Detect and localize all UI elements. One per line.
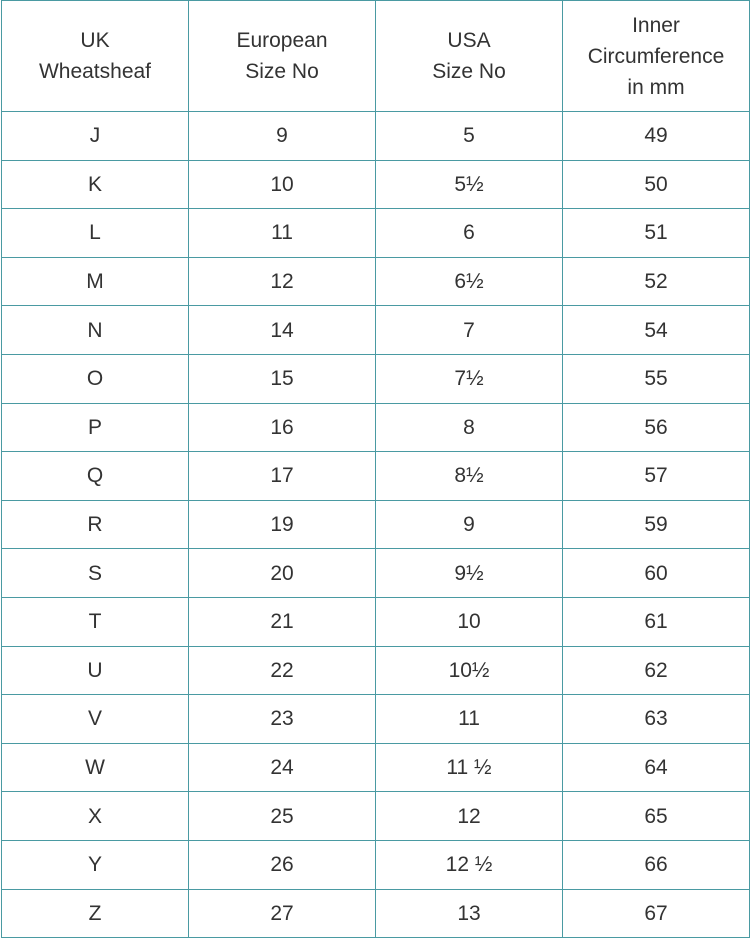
cell-uk-size: K (2, 160, 189, 209)
table-row (2, 209, 750, 258)
cell-european-size: 22 (189, 646, 376, 695)
cell-european-size: 15 (189, 354, 376, 403)
cell-european-size: 17 (189, 452, 376, 501)
cell-usa-size: 5½ (376, 160, 563, 209)
cell-usa-size: 5 (376, 112, 563, 161)
cell-european-size: 23 (189, 695, 376, 744)
cell-european-size: 26 (189, 840, 376, 889)
cell-circumference-mm: 49 (563, 112, 750, 161)
cell-european-size: 11 (189, 209, 376, 258)
table-row (2, 160, 750, 209)
cell-european-size: 10 (189, 160, 376, 209)
table-row (2, 354, 750, 403)
header-inner-circumference (563, 1, 750, 112)
table-row (2, 500, 750, 549)
cell-circumference-mm: 52 (563, 257, 750, 306)
cell-circumference-mm: 55 (563, 354, 750, 403)
cell-circumference-mm: 61 (563, 597, 750, 646)
cell-usa-size: 11 (376, 695, 563, 744)
table-row (2, 549, 750, 598)
header-line: Inner (632, 13, 680, 37)
table-row (2, 597, 750, 646)
cell-circumference-mm: 59 (563, 500, 750, 549)
cell-uk-size: W (2, 743, 189, 792)
cell-usa-size: 6 (376, 209, 563, 258)
cell-circumference-mm: 66 (563, 840, 750, 889)
cell-uk-size: Q (2, 452, 189, 501)
cell-uk-size: N (2, 306, 189, 355)
cell-usa-size: 8½ (376, 452, 563, 501)
cell-uk-size: P (2, 403, 189, 452)
cell-usa-size: 12 ½ (376, 840, 563, 889)
cell-usa-size: 11 ½ (376, 743, 563, 792)
table-row (2, 792, 750, 841)
cell-uk-size: Z (2, 889, 189, 938)
cell-circumference-mm: 63 (563, 695, 750, 744)
cell-uk-size: T (2, 597, 189, 646)
cell-usa-size: 12 (376, 792, 563, 841)
cell-uk-size: Y (2, 840, 189, 889)
cell-circumference-mm: 64 (563, 743, 750, 792)
cell-usa-size: 10½ (376, 646, 563, 695)
cell-uk-size: L (2, 209, 189, 258)
cell-circumference-mm: 56 (563, 403, 750, 452)
table-row (2, 257, 750, 306)
table-row (2, 840, 750, 889)
cell-circumference-mm: 65 (563, 792, 750, 841)
cell-usa-size: 7½ (376, 354, 563, 403)
cell-european-size: 19 (189, 500, 376, 549)
table-header (2, 1, 750, 112)
cell-european-size: 14 (189, 306, 376, 355)
cell-european-size: 25 (189, 792, 376, 841)
cell-circumference-mm: 50 (563, 160, 750, 209)
header-line: UK (80, 29, 110, 52)
cell-uk-size: M (2, 257, 189, 306)
cell-usa-size: 7 (376, 306, 563, 355)
table-row (2, 112, 750, 161)
cell-circumference-mm: 57 (563, 452, 750, 501)
table-row (2, 743, 750, 792)
cell-european-size: 9 (189, 112, 376, 161)
header-european-size (189, 1, 376, 112)
cell-uk-size: U (2, 646, 189, 695)
cell-usa-size: 10 (376, 597, 563, 646)
header-row (2, 1, 750, 112)
cell-european-size: 21 (189, 597, 376, 646)
header-line: Size No (245, 60, 319, 83)
cell-uk-size: R (2, 500, 189, 549)
cell-usa-size: 8 (376, 403, 563, 452)
cell-european-size: 12 (189, 257, 376, 306)
header-line: in mm (627, 75, 685, 99)
table-row (2, 306, 750, 355)
cell-european-size: 24 (189, 743, 376, 792)
cell-circumference-mm: 54 (563, 306, 750, 355)
cell-european-size: 27 (189, 889, 376, 938)
header-line: Circumference (587, 44, 725, 68)
cell-usa-size: 9½ (376, 549, 563, 598)
table-row (2, 452, 750, 501)
header-line: European (236, 29, 328, 52)
cell-uk-size: V (2, 695, 189, 744)
cell-usa-size: 13 (376, 889, 563, 938)
cell-european-size: 20 (189, 549, 376, 598)
cell-circumference-mm: 51 (563, 209, 750, 258)
cell-circumference-mm: 62 (563, 646, 750, 695)
cell-usa-size: 6½ (376, 257, 563, 306)
header-line: Wheatsheaf (38, 60, 152, 83)
table-row (2, 646, 750, 695)
table-row (2, 889, 750, 938)
table-row (2, 403, 750, 452)
cell-uk-size: O (2, 354, 189, 403)
cell-uk-size: J (2, 112, 189, 161)
cell-circumference-mm: 67 (563, 889, 750, 938)
header-usa-size (376, 1, 563, 112)
cell-usa-size: 9 (376, 500, 563, 549)
header-line: Size No (432, 60, 506, 83)
table-body (2, 112, 750, 938)
table-row (2, 695, 750, 744)
cell-uk-size: X (2, 792, 189, 841)
cell-circumference-mm: 60 (563, 549, 750, 598)
cell-european-size: 16 (189, 403, 376, 452)
header-uk-wheatsheaf (2, 1, 189, 112)
cell-uk-size: S (2, 549, 189, 598)
ring-size-table (1, 0, 750, 938)
header-line: USA (447, 29, 491, 52)
